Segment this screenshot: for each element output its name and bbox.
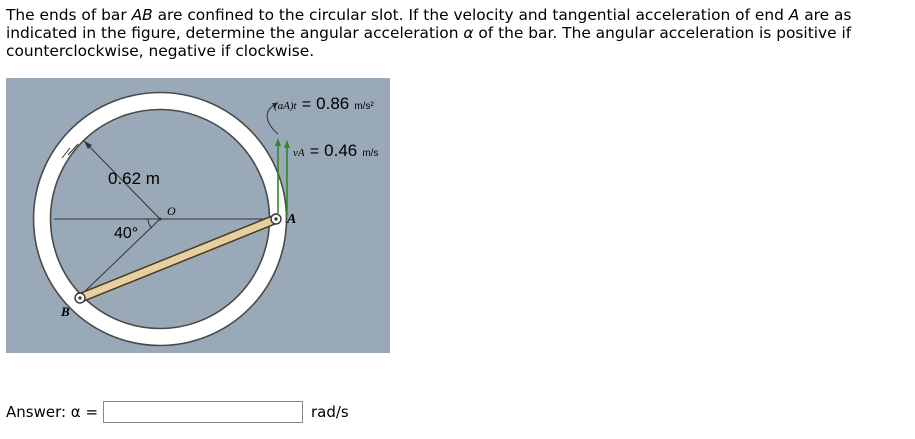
- answer-row: [6, 399, 349, 425]
- point-b-label: B: [61, 304, 70, 319]
- point-a-label: A: [287, 212, 297, 227]
- accel-label: [274, 94, 374, 113]
- velocity-arrowhead-left: [275, 138, 281, 146]
- velocity-label-equals: =: [309, 143, 320, 160]
- accel-unit: m/s²: [354, 101, 374, 112]
- alpha-symbol: α: [463, 24, 474, 42]
- problem-statement: [6, 6, 911, 60]
- pin-a-center: [274, 217, 277, 220]
- accel-value: 0.86: [316, 94, 350, 113]
- angle-label: 40°: [114, 225, 139, 242]
- bar-name: AB: [131, 6, 153, 24]
- radius-label: 0.62 m: [108, 169, 160, 188]
- problem-text-3: are as indicated in the figure, determine the angular acceleration: [6, 6, 852, 42]
- center-point: [159, 218, 162, 221]
- accel-label-symbol: (aA)t: [274, 100, 297, 112]
- problem-text-1: The ends of bar: [6, 6, 132, 24]
- answer-label: Answer: α =: [6, 403, 99, 421]
- velocity-value: 0.46: [324, 141, 358, 160]
- velocity-unit: m/s: [362, 148, 379, 159]
- problem-text-4: of the bar. The angular acceleration is positive if counterclockwise, negative if clockwise.: [6, 24, 852, 60]
- problem-figure: [6, 78, 390, 353]
- pin-b-center: [78, 296, 81, 299]
- problem-text-2: are confined to the circular slot. If the velocity and tangential acceleration of end: [152, 6, 789, 24]
- end-name: A: [788, 6, 800, 24]
- velocity-label: [293, 141, 378, 160]
- answer-unit: rad/s: [311, 403, 349, 421]
- velocity-arrowhead-right: [284, 140, 290, 148]
- center-label: O: [167, 204, 176, 218]
- accel-label-equals: =: [301, 96, 312, 113]
- answer-input[interactable]: [103, 401, 303, 423]
- velocity-label-symbol: vA: [293, 147, 305, 159]
- figure-diagram: [6, 78, 390, 353]
